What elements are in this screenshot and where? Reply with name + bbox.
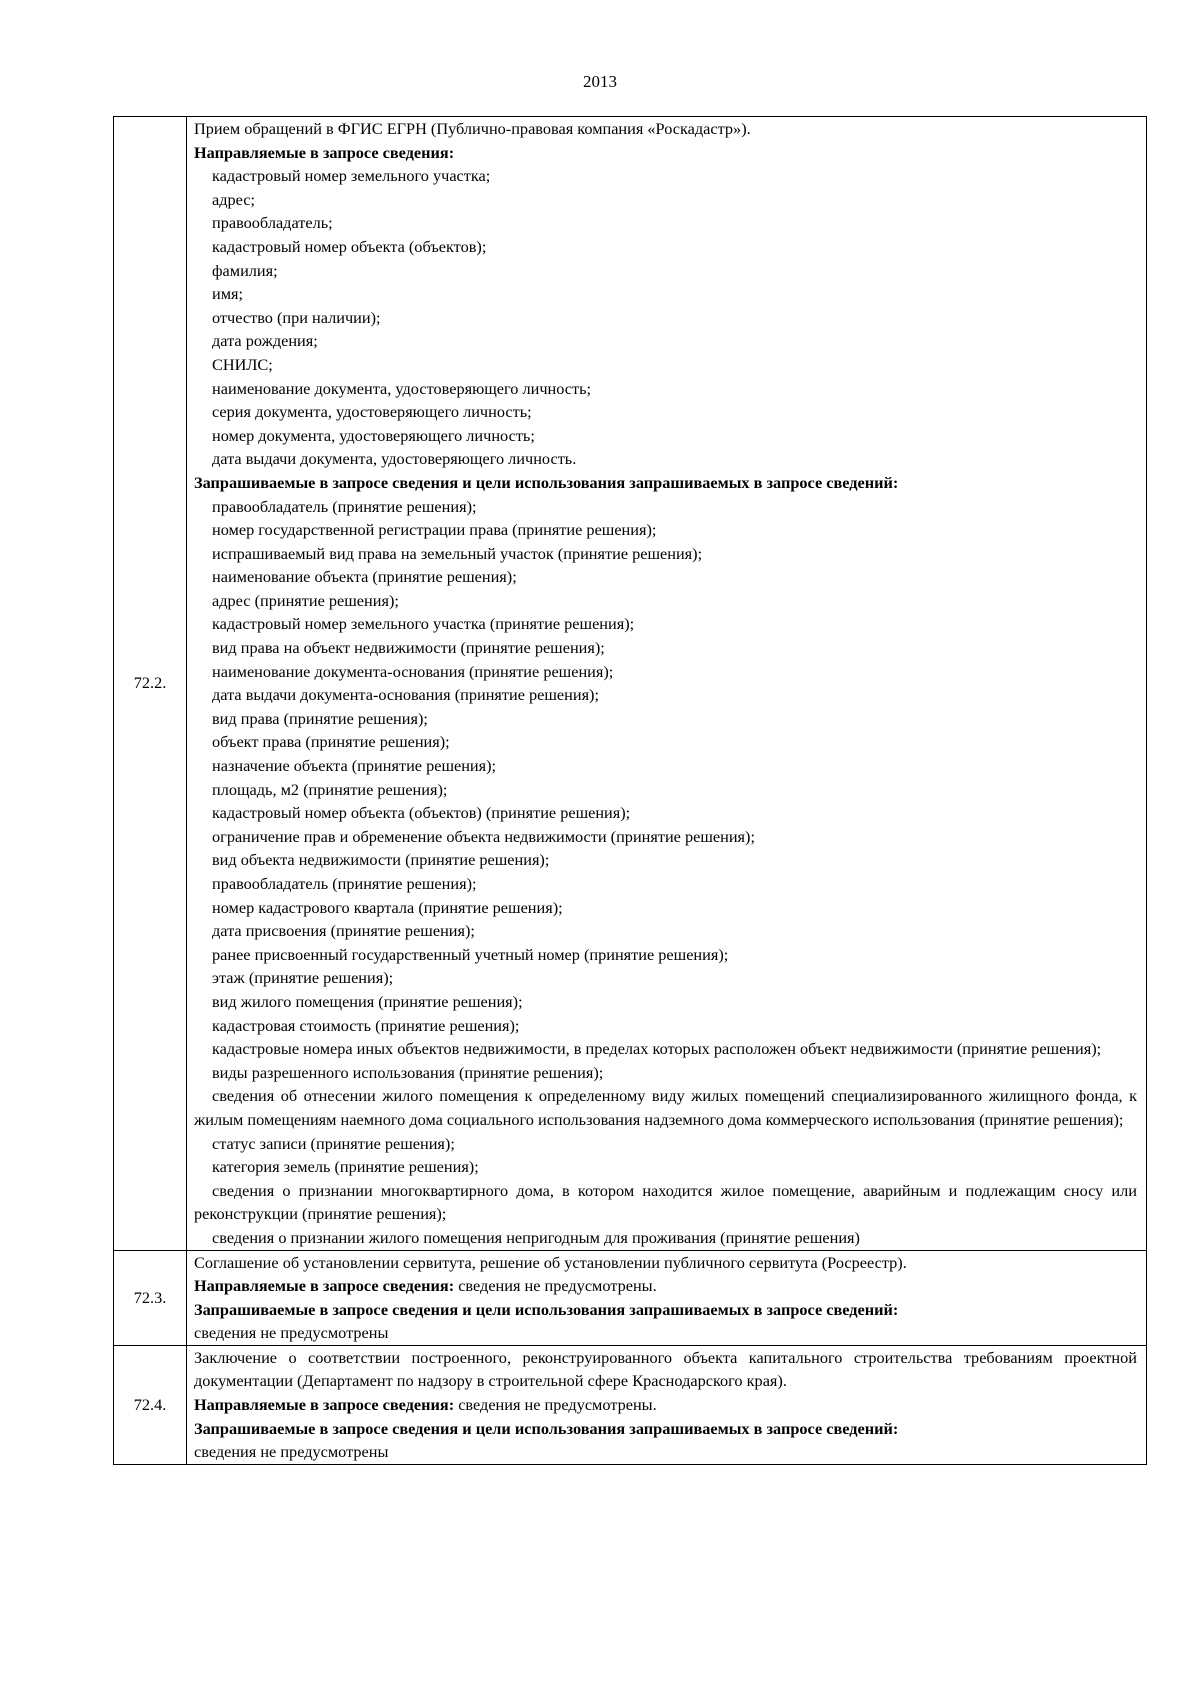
list-item: номер кадастрового квартала (принятие решения); xyxy=(212,897,563,917)
section-value: сведения не предусмотрены. xyxy=(454,1276,657,1296)
paragraph-text: сведения не предусмотрены xyxy=(194,1442,389,1462)
list-item: наименование документа-основания (принятие решения); xyxy=(212,661,614,681)
list-item: правообладатель (принятие решения); xyxy=(212,874,477,893)
list-item: категория земель (принятие решения); xyxy=(212,1157,479,1177)
list-item: номер документа, удостоверяющего личность; xyxy=(212,425,535,445)
paragraph-text: Заключение о соответствии построенного, реконструированного объекта капитального строительства требованиям проектной документации (Департамент по надзору в строительной сфере Краснодарского края). xyxy=(194,1347,1137,1391)
list-item: дата выдачи документа, удостоверяющего личность. xyxy=(212,449,577,469)
section-heading: Направляемые в запросе сведения: xyxy=(194,142,455,162)
list-item: испрашиваемый вид права на земельный участок (принятие решения); xyxy=(212,543,703,563)
requirements-table xyxy=(113,116,1147,1465)
table-row xyxy=(114,117,1147,1251)
paragraph-text: Соглашение об установлении сервитута, решение об установлении публичного сервитута (Росреестр). xyxy=(194,1252,907,1272)
row-content xyxy=(187,1345,1147,1464)
list-item: ранее присвоенный государственный учетный номер (принятие решения); xyxy=(212,944,729,964)
list-item: вид права на объект недвижимости (принятие решения); xyxy=(212,638,605,658)
section-heading: Направляемые в запросе сведения: xyxy=(194,1276,455,1296)
list-item: кадастровый номер земельного участка (принятие решения); xyxy=(212,614,635,634)
list-item: вид жилого помещения (принятие решения); xyxy=(212,991,523,1011)
section-heading: Запрашиваемые в запросе сведения и цели использования запрашиваемых в запросе сведений: xyxy=(194,1299,899,1319)
list-item: вид объекта недвижимости (принятие решения); xyxy=(212,850,550,870)
row-content xyxy=(187,1250,1147,1345)
list-item: кадастровый номер земельного участка; xyxy=(212,166,491,186)
list-item: отчество (при наличии); xyxy=(212,307,381,327)
row-number: 72.2. xyxy=(114,117,187,1251)
section-value: сведения не предусмотрены. xyxy=(454,1395,657,1415)
list-item: кадастровая стоимость (принятие решения); xyxy=(212,1015,520,1035)
list-item: адрес (принятие решения); xyxy=(212,590,399,610)
list-item: правообладатель; xyxy=(212,213,333,233)
section-line xyxy=(194,1393,1137,1417)
list-item: дата выдачи документа-основания (принятие решения); xyxy=(212,685,600,705)
list-item: этаж (принятие решения); xyxy=(212,968,394,988)
section-heading: Запрашиваемые в запросе сведения и цели использования запрашиваемых в запросе сведений: xyxy=(194,472,899,492)
list-item: имя; xyxy=(212,284,244,304)
list-item: площадь, м2 (принятие решения); xyxy=(212,779,448,799)
list-item: СНИЛС; xyxy=(212,354,273,374)
list-item: назначение объекта (принятие решения); xyxy=(212,756,497,776)
list-item: фамилия; xyxy=(212,260,278,280)
list-item: наименование объекта (принятие решения); xyxy=(212,567,517,587)
list-item: правообладатель (принятие решения); xyxy=(212,496,477,516)
row-number: 72.4. xyxy=(114,1345,187,1464)
table-row xyxy=(114,1250,1147,1345)
section-heading: Запрашиваемые в запросе сведения и цели использования запрашиваемых в запросе сведений: xyxy=(194,1418,899,1438)
list-item: сведения о признании жилого помещения непригодным для проживания (принятие решения) xyxy=(212,1227,860,1247)
list-item: адрес; xyxy=(212,189,256,209)
table-body xyxy=(114,117,1147,1465)
list-item: номер государственной регистрации права (принятие решения); xyxy=(212,520,657,540)
list-item: статус записи (принятие решения); xyxy=(212,1133,455,1153)
list-item: наименование документа, удостоверяющего личность; xyxy=(212,378,592,398)
table-row xyxy=(114,1345,1147,1464)
list-item: дата рождения; xyxy=(212,331,318,351)
page-number: 2013 xyxy=(583,72,617,91)
list-item: ограничение прав и обременение объекта недвижимости (принятие решения); xyxy=(212,826,755,846)
paragraph-text: сведения не предусмотрены xyxy=(194,1323,389,1343)
row-number: 72.3. xyxy=(114,1250,187,1345)
list-item: объект права (принятие решения); xyxy=(212,732,450,752)
list-item: серия документа, удостоверяющего личность; xyxy=(212,402,532,422)
list-item: сведения об отнесении жилого помещения к определенному виду жилых помещений специализированного жилищного фонда, к жилым помещениям наемного дома социального использования надземного дома коммерческого использования (принятие решения); xyxy=(194,1086,1137,1129)
list-item: сведения о признании многоквартирного дома, в котором находится жилое помещение, аварийным и подлежащим сносу или реконструкции (принятие решения); xyxy=(194,1180,1137,1224)
list-item: кадастровый номер объекта (объектов); xyxy=(212,236,487,256)
list-item: виды разрешенного использования (принятие решения); xyxy=(212,1062,604,1082)
list-item: кадастровый номер объекта (объектов) (принятие решения); xyxy=(212,803,631,823)
paragraph-text: Прием обращений в ФГИС ЕГРН (Публично-правовая компания «Роскадастр»). xyxy=(194,119,751,138)
section-heading: Направляемые в запросе сведения: xyxy=(194,1395,455,1415)
list-item: дата присвоения (принятие решения); xyxy=(212,921,475,941)
section-line xyxy=(194,1274,1137,1298)
list-item: кадастровые номера иных объектов недвижимости, в пределах которых расположен объект недвижимости (принятие решения); xyxy=(212,1039,1102,1059)
list-item: вид права (принятие решения); xyxy=(212,708,428,728)
row-content xyxy=(187,117,1147,1251)
